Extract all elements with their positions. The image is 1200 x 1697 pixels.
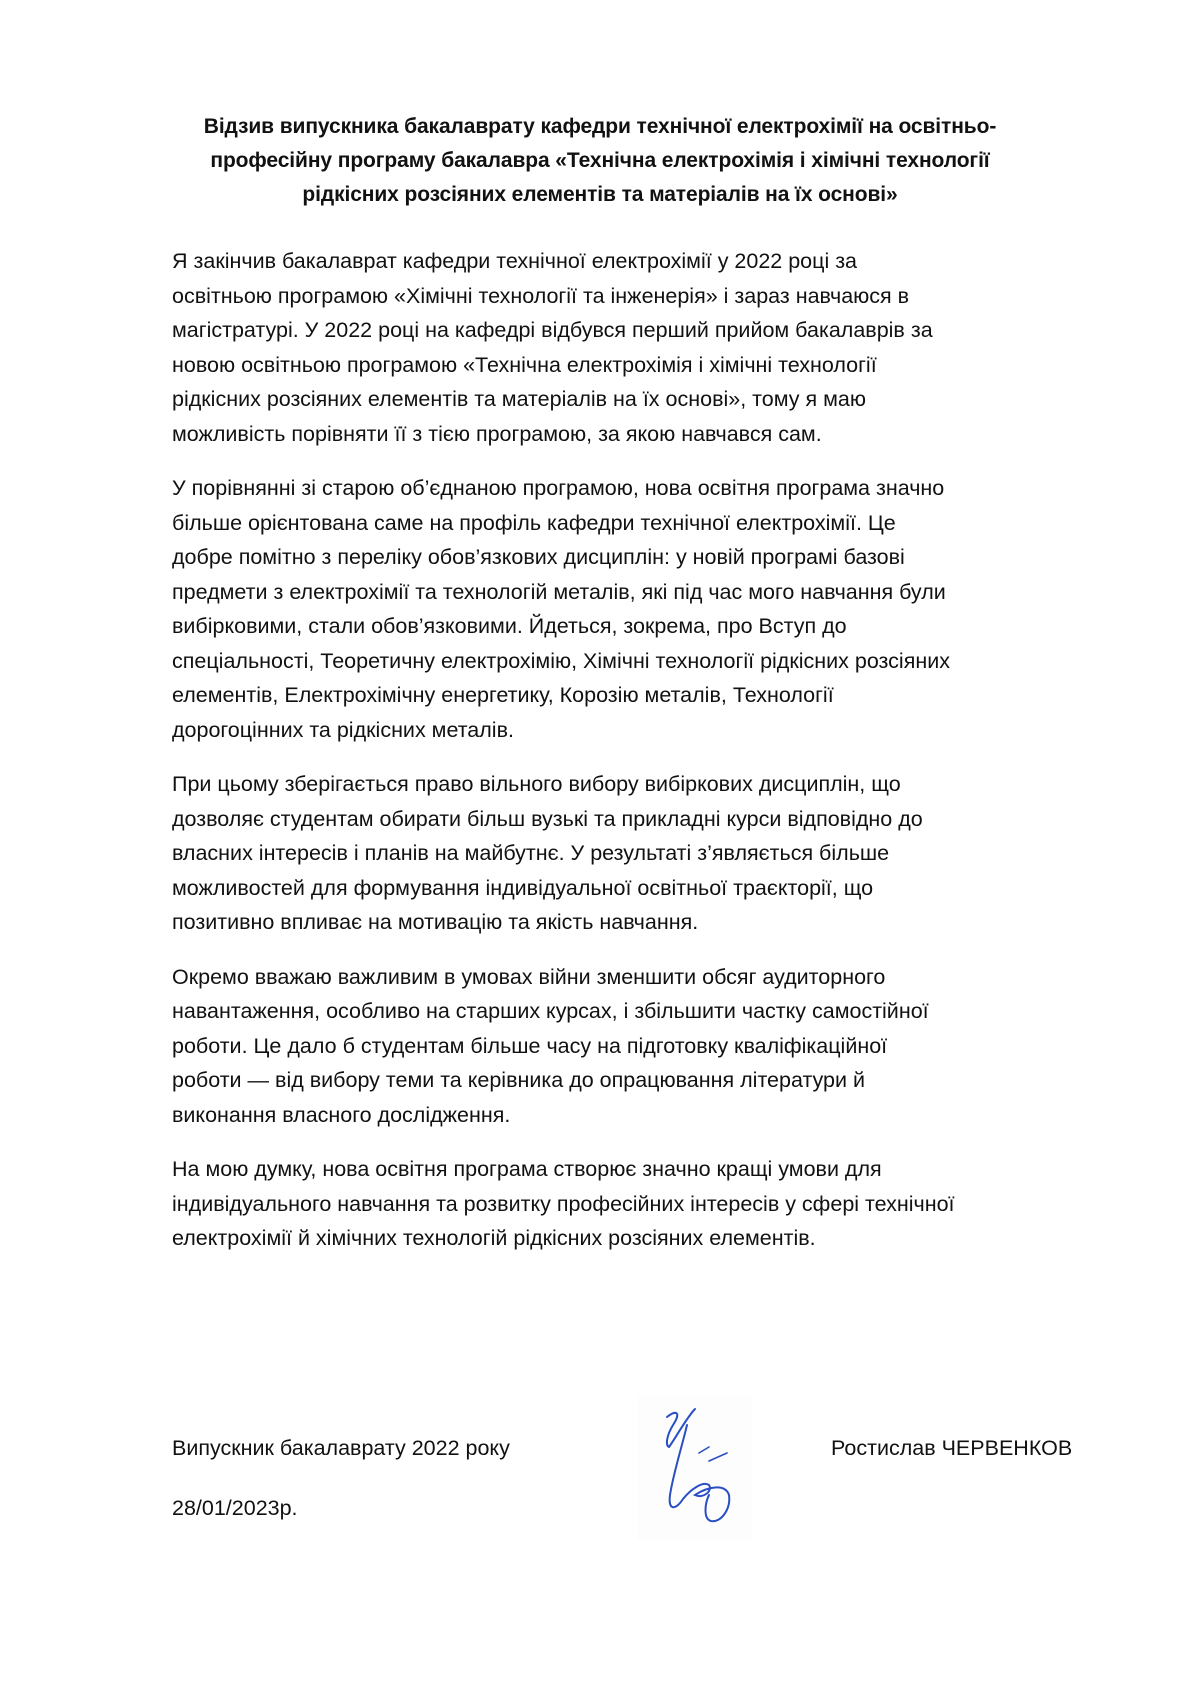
text-line: магістратурі. У 2022 році на кафедрі відбувся перший прийом бакалаврів за — [172, 318, 933, 342]
paragraph-intro — [172, 244, 1072, 451]
text-line: Окремо вважаю важливим в умовах війни зменшити обсяг аудиторного — [172, 964, 886, 989]
text-line: При цьому зберігається право вільного вибору вибіркових дисциплін, що — [172, 772, 901, 796]
signature-stroke — [709, 1453, 727, 1461]
title-line: професійну програму бакалавра «Технічна електрохімія і хімічні технології — [210, 149, 990, 172]
title-line: Відзив випускника бакалаврату кафедри технічної електрохімії на освітньо- — [203, 115, 997, 138]
text-line: спеціальності, Теоретичну електрохімію, Хімічні технології рідкісних розсіяних — [172, 648, 950, 673]
document-body — [172, 244, 1072, 1276]
paragraph-conclusion — [172, 1152, 1072, 1256]
text-line: роботи. Це дало б студентам більше часу на підготовку кваліфікаційної — [172, 1033, 888, 1058]
text-line: електрохімії й хімічних технологій рідкісних розсіяних елементів. — [172, 1226, 816, 1250]
text-line: роботи — від вибору теми та керівника до опрацювання літератури й — [172, 1068, 865, 1092]
document-title — [160, 110, 1040, 212]
text-line: Я закінчив бакалаврат кафедри технічної електрохімії у 2022 році за — [172, 249, 858, 273]
text-line: добре помітно з переліку обов’язкових дисциплін: у новій програмі базові — [172, 545, 905, 569]
text-line: можливостей для формування індивідуальної освітньої траєкторії, що — [172, 875, 874, 900]
paragraph-comparison — [172, 471, 1072, 747]
text-line: можливість порівняти її з тією програмою, за якою навчався сам. — [172, 421, 822, 446]
text-line: У порівнянні зі старою об’єднаною програмою, нова освітня програма значно — [172, 476, 945, 500]
text-line: більше орієнтована саме на профіль кафедри технічної електрохімії. Це — [172, 510, 896, 535]
signature-stroke — [670, 1425, 730, 1521]
text-line: На мою думку, нова освітня програма створює значно кращі умови для — [172, 1157, 882, 1181]
text-line: новою освітньою програмою «Технічна електрохімія і хімічні технології — [172, 352, 877, 377]
handwritten-signature — [637, 1395, 752, 1540]
paragraph-workload — [172, 960, 1072, 1133]
signature-stroke — [699, 1447, 709, 1453]
text-line: освітньою програмою «Хімічні технології та інженерія» і зараз навчаюся в — [172, 283, 910, 308]
text-line: елементів, Електрохімічну енергетику, Корозію металів, Технології — [172, 683, 834, 707]
text-line: навантаження, особливо на старших курсах, і збільшити частку самостійної — [172, 999, 929, 1023]
signer-role: Випускник бакалаврату 2022 року — [172, 1436, 510, 1460]
signer-name: Ростислав ЧЕРВЕНКОВ — [831, 1436, 1073, 1460]
text-line: виконання власного дослідження. — [172, 1102, 511, 1127]
text-line: дорогоцінних та рідкісних металів. — [172, 717, 514, 742]
title-line: рідкісних розсіяних елементів та матеріалів на їх основі» — [302, 183, 898, 206]
paragraph-electives — [172, 767, 1072, 940]
text-line: вибірковими, стали обов’язковими. Йдеться, зокрема, про Вступ до — [172, 614, 847, 638]
text-line: предмети з електрохімії та технологій металів, які під час мого навчання були — [172, 579, 946, 604]
text-line: індивідуального навчання та розвитку професійних інтересів у сфері технічної — [172, 1191, 955, 1216]
text-line: дозволяє студентам обирати більш вузькі та прикладні курси відповідно до — [172, 806, 923, 831]
signature-drawing — [637, 1395, 752, 1540]
signature-stroke — [667, 1409, 695, 1447]
text-line: рідкісних розсіяних елементів та матеріалів на їх основі», тому я маю — [172, 387, 866, 411]
text-line: власних інтересів і планів на майбутнє. У результаті з’являється більше — [172, 841, 890, 865]
text-line: позитивно впливає на мотивацію та якість навчання. — [172, 910, 699, 934]
signature-date: 28/01/2023р. — [172, 1496, 298, 1520]
